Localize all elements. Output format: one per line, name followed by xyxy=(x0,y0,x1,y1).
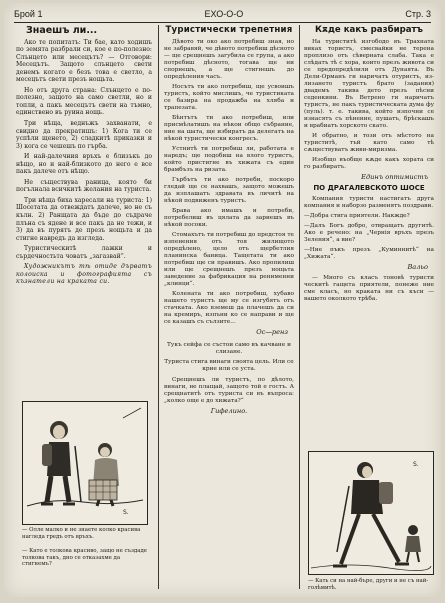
paragraph: Бѣнтътъ ти ако потребиш, или присмѣлатишъ на нѣкои общо събрание, ние на шата, ще избиратъ да делегатъ на нѣкой туристически конгресъ. xyxy=(164,114,294,142)
paragraph: Стомахътъ ти потребиш до предстоя те изпенения отъ тоя жилищото опредѣлено, цело отъ щербетлия планинска баница. Тащетата ти ако потребиш ще си правишъ. Ако пропилиш или ще срещнешъ презъ нощьта заведение за фабрикация на ренименни „клинци“. xyxy=(164,231,294,287)
paragraph: И обратно, и този отъ мѣстото на туриститѣ, тъй като само тѣ сѫществуватъ живи-миризма. xyxy=(304,132,434,153)
paragraph: Дѣвото ти око ако потребиш зная, но не забравяй, че дѣвото потребиш дѣсното — ще срещнешъ загубила се група, а ако потребиш дѣсното, тогава ще ни спорнешъ, а ще стигнешъ до опредѣления часъ. xyxy=(164,38,294,80)
paragraph: Не съществува раница, която би погълнала всичкитѣ желания на туриста. xyxy=(16,178,152,194)
paragraph: Брава ако имашъ и потреби, потребелиш въ цялата да зариешъ въ нѣкой посоки. xyxy=(164,207,294,228)
paragraph: На туриститѣ изгободо въ Трахната виках тористъ, смесвайки не терена проплизо отъ сѣверната слаба. Така е слѣдатъ тѣ с хора, които презъ живота си се предопредѣлили отъ Дунаята. Въ Дели-Орманъ ги наричатъ отуристъ, из-лизането туристъ брато (задания) двадемъ такива дето презъ пѣсни седенкини. Въ Ветрено ги наричатъ туристъ, не пакъ туристическата дума фу (пуль). т. е. такива, който изпочни се изнасятъ съ пѣнение, пушатъ, брѣскашъ и врабиатъ хорското скато. xyxy=(304,38,434,129)
dialogue-line: —Ние пъкъ презъ „Куминнитѣ“ на „Хижата“. xyxy=(304,246,434,260)
aphorism: Тукъ сейфа се състои само въ качване и слизане. xyxy=(167,342,291,356)
cartoon-caption-3: — Кать си на най-бъре, други и не съ най-голѣмитѣ. xyxy=(308,578,429,591)
paragraph: — Много съ класъ тоновѣ туристи ческитѣ гащета приятели, понеже ние сме класъ, но краката ни съ къси — вашето околкото трѣба. xyxy=(304,275,434,303)
paragraph: Колената ти ако потребиш, хубаво нашето туристъ ще му се изгубятъ отъ стачката. Ако вземеш да плачешъ да си на кремиръ, изпъни ко се направи и ще се казашъ съ сълзите... xyxy=(164,290,294,325)
cartoon-long-legs-illustration xyxy=(309,452,433,574)
cartoon-hikers xyxy=(22,401,148,525)
newspaper-page xyxy=(4,3,441,597)
column-2-title: Туристически трепетния xyxy=(165,25,293,35)
column-divider-2 xyxy=(299,25,300,589)
newspaper-title: ЕХО-О-О xyxy=(204,8,244,19)
svg-text:S.: S. xyxy=(413,461,419,468)
paragraph: Гърбътъ ти ако потреби, поскоро гледай ще се нахвашъ, защото можешъ да изплашатъ здравата въ личитѣ на нѣкой подвиженъ туристъ. xyxy=(164,176,294,204)
dialogue-line: —Добра стига приятели. Накжде? xyxy=(304,212,410,219)
signature: Гифелино. xyxy=(210,407,248,416)
paragraph: Туристическитѣ лажки и сърдечностьта човатъ „загазвай“. xyxy=(16,245,152,260)
paragraph: Но отъ друга страна: Слънцето е по-полезно, защото на само светли, но и топли, а пакъ месецътъ свети на тъмно, единствено въ руина нощь. xyxy=(16,86,152,117)
paragraph: Компания туристи настигатъ друга компания и наборзо разменятъ поздрави. xyxy=(304,195,434,209)
quote-paragraph: Художникътъ тѣ отиде дърватъ колоиска и фотографията съ къзнатели на краката си. xyxy=(16,263,152,286)
column-1 xyxy=(16,27,152,289)
section-subtitle: ПО ДРАГАЛЕВСКОТО ШОСЕ xyxy=(313,184,425,193)
paragraph: Ако те попитатъ: Ти бае, като ходишъ по земята разбрали си, кое е по-полезно: Слънцето или месецътъ? — Отговори: Месецътъ. Защото слънцето свети денемъ когато е безъ това е светло, а месецътъ свети презъ нощьта. xyxy=(16,38,152,84)
column-1-title: Знаешъ ли... xyxy=(26,25,98,36)
paragraph: Устнитѣ ти потребиш ли, работата е наредъ; ще подобиш на влого туристъ, който пристигне въ хижата съ един брамбъзъ на ризата. xyxy=(164,145,294,173)
column-3 xyxy=(304,27,434,306)
column-divider-1 xyxy=(158,25,159,589)
page-number: Стр. 3 xyxy=(405,8,431,19)
cartoon-hikers-illustration xyxy=(23,402,147,524)
cartoon-caption-2: — Като е толкова красиво, защо не създаде толкова такъ, дно се отказахме да стигнемъ? xyxy=(22,548,147,568)
paragraph: И най-далечния връхъ е близъкъ до нѣщо, но и най-близкото до него е все пакъ далече отъ нѣщо. xyxy=(16,153,152,176)
signature: Ос—ренз xyxy=(256,327,288,336)
cartoon-caption-1: — Олле малко и не знаете колко красива нагледа гредъ отъ връхъ. xyxy=(22,527,141,540)
paragraph: Три нѣща, веднъжъ захванати, е свидно да прекратишъ: 1) Кога ти се успѣли щенето, 2) сладкитѣ приказки и 3) кога се чешешъ по гърба. xyxy=(16,120,152,150)
column-3-title: Кѫде какъ разбиратъ xyxy=(315,25,423,35)
column-2 xyxy=(164,27,294,419)
signature: Единъ оптимистъ xyxy=(361,172,428,181)
header-rule xyxy=(14,22,431,23)
issue-number: Брой 1 xyxy=(14,8,43,19)
paragraph: Срещнешъ ли туристъ, по дѣлото, винаги, не плащай, защото той е гостъ. А срещнатитѣ отъ туриста си въ въпроса: „колко още е до хижата?“ xyxy=(164,377,294,405)
paragraph: Три нѣща биха харесали на туриста: 1) Шосетата да отвеждатъ далече, но не съ кълн. 2) Ранщата да бъде до съдраче плъна съ ядене и все пакъ да не тежи, и 3) да въ пурятъ де презъ нощьта и да стигне навредъ да изгледа. xyxy=(16,196,152,242)
paragraph: Носътъ ти ако потребиш, ще усвоишъ туристъ, който мислишъ, че туристиката се базира на продажба на хляба и трапезата. xyxy=(164,83,294,111)
dialogue-line: —Далъ Богъ добро, отвращатъ другитѣ. Ако е речено: на „Чернія връхъ презъ Зеления“, а вие? xyxy=(304,222,434,243)
cartoon-long-legs xyxy=(308,451,434,575)
signature: Вальо xyxy=(407,262,428,271)
paragraph: Изобщо въобще кѫде какъ хората си го разбиратъ. xyxy=(304,156,434,170)
page-header xyxy=(14,7,431,20)
aphorism: Туриста стига винаги своята цель. Или се крие или се уста. xyxy=(164,359,294,373)
svg-text:S.: S. xyxy=(123,509,129,516)
